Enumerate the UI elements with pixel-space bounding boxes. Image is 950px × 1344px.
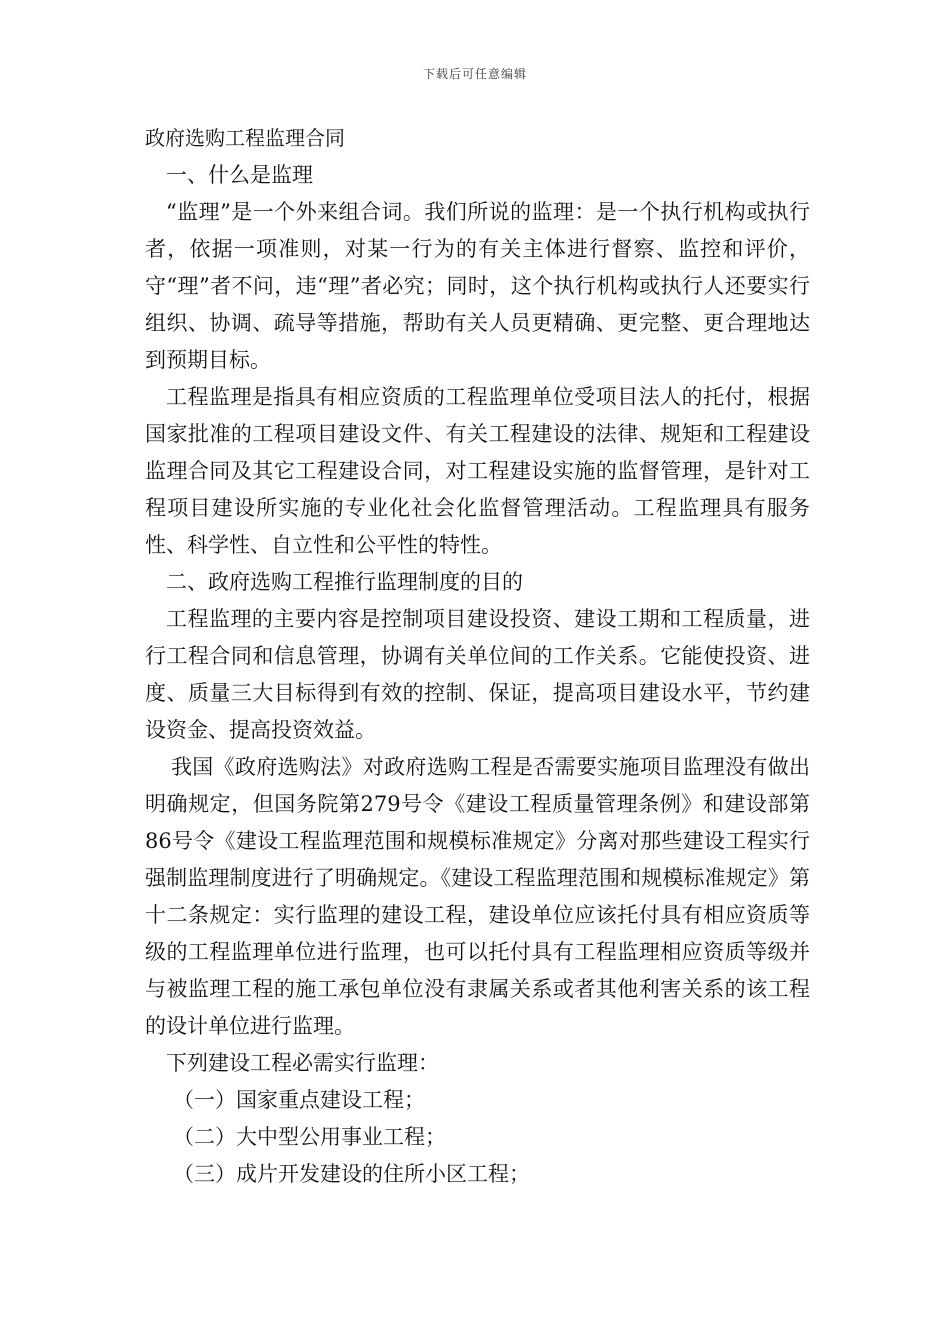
document-title: 政府选购工程监理合同	[145, 126, 345, 150]
document-body	[145, 120, 810, 1193]
paragraph-engineering-supervision: 工程监理是指具有相应资质的工程监理单位受项目法人的托付，根据国家批准的工程项目建设文件、有关工程建设的法律、规矩和工程建设监理合同及其它工程建设合同，对工程建设实施的监督管理，是针对工程项目建设所实施的专业化社会化监督管理活动。工程监理具有服务性、科学性、自立性和公平性的特性。	[145, 385, 810, 557]
paragraph-supervision-content: 工程监理的主要内容是控制项目建设投资、建设工期和工程质量，进行工程合同和信息管理，协调有关单位间的工作关系。它能使投资、进度、质量三大目标得到有效的控制、保证，提高项目建设水平，节约建设资金、提高投资效益。	[145, 607, 810, 742]
section-heading-purpose: 二、政府选购工程推行监理制度的目的	[166, 570, 523, 594]
list-intro: 下列建设工程必需实行监理：	[166, 1051, 439, 1075]
section-heading-what-is-supervision: 一、什么是监理	[166, 163, 313, 187]
paragraph-legal-basis: 我国《政府选购法》对政府选购工程是否需要实施项目监理没有做出明确规定，但国务院第279号令《建设工程质量管理条例》和建设部第86号令《建设工程监理范围和规模标准规定》分离对那些建设工程实行强制监理制度进行了明确规定。《建设工程监理范围和规模标准规定》第十二条规定：实行监理的建设工程，建设单位应该托付具有相应资质等级的工程监理单位进行监理，也可以托付具有工程监理相应资质等级并与被监理工程的施工承包单位没有隶属关系或者其他利害关系的该工程的设计单位进行监理。	[145, 755, 810, 1038]
list-item: （三）成片开发建设的住所小区工程；	[173, 1162, 530, 1186]
page-header: 下载后可任意编辑	[422, 67, 527, 81]
list-item: （一）国家重点建设工程；	[173, 1088, 425, 1112]
paragraph-supervision-definition: “监理”是一个外来组合词。我们所说的监理：是一个执行机构或执行者，依据一项准则，对某一行为的有关主体进行督察、监控和评价，守“理”者不问，违“理”者必究；同时，这个执行机构或执行人还要实行组织、协调、疏导等措施，帮助有关人员更精确、更完整、更合理地达到预期目标。	[145, 200, 810, 372]
list-item: （二）大中型公用事业工程；	[173, 1125, 446, 1149]
